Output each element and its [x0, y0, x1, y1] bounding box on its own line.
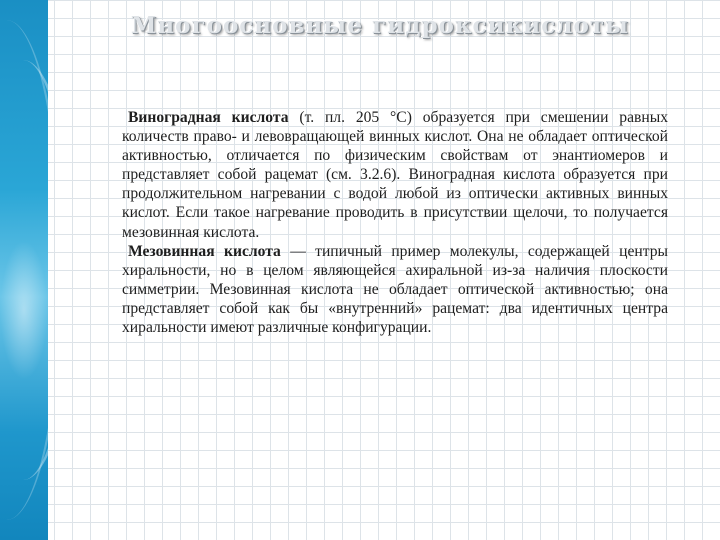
decorative-side-band	[0, 0, 48, 540]
term-mesotartaric-acid: Мезовинная кислота	[128, 242, 281, 260]
paragraph-text: (т. пл. 205 °С) образуется при смешении равных количеств право- и левовращающей винных кислот. Она не обладает оптической активностью, отличается по физическим свойствам от энантиомеров и представляет собой рацемат (см. 3.2.6). Виноградная кислота образуется при продолжительном нагревании с водой любой из оптически активных винных кислот. Если такое нагревание проводить в присутствии щелочи, то получается мезовинная кислота.	[122, 109, 668, 241]
body-text	[122, 108, 668, 337]
paragraph-mesotartaric-acid	[122, 242, 668, 337]
paragraph-text: — типичный пример молекулы, содержащей центры хиральности, но в целом являющейся ахиральной из-за наличия плоскости симметрии. Мезовинная кислота не обладает оптической активностью; она представляет собой как бы «внутренний» рацемат: два идентичных центра хиральности имеют различные конфигурации.	[122, 242, 669, 337]
slide-title: Многоосновные гидроксикислоты	[130, 12, 630, 39]
decorative-glow	[0, 240, 48, 380]
paragraph-racemic-acid	[122, 108, 668, 242]
term-racemic-acid: Виноградная кислота	[128, 109, 289, 126]
